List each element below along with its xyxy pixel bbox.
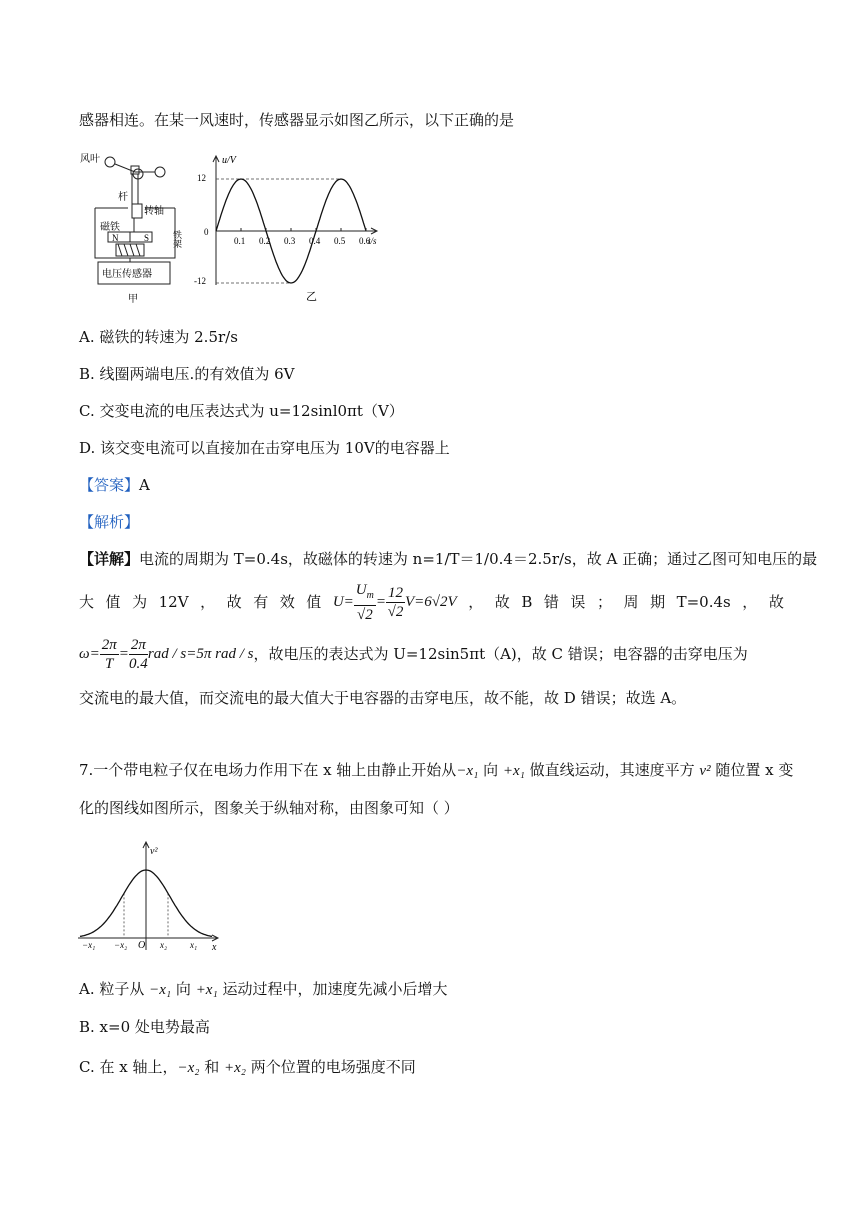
label-citie: 磁铁 [100, 222, 120, 233]
word: B [521, 593, 533, 611]
q6-option-c: C. 交变电流的电压表达式为 u=12sinl0πt（V） [79, 402, 404, 420]
x-axis-label: t/s [368, 236, 377, 246]
word: 12V [158, 593, 189, 611]
label-gan: 杆 [118, 192, 128, 203]
q6-option-d: D. 该交变电流可以直接加在击穿电压为 10V的电容器上 [79, 439, 450, 457]
analysis-line [79, 512, 139, 532]
wind-cup-icon [105, 157, 115, 167]
word: 为 [132, 593, 148, 611]
q6-option-a: A. 磁铁的转速为 2.5r/s [79, 328, 238, 346]
y-axis-label: u/V [222, 155, 236, 166]
answer-line [79, 475, 150, 495]
tick-origin: O [138, 940, 146, 951]
q7-option-c: C. 在 x 轴上，−x₂ 和 +x₂ 两个位置的电场强度不同 [79, 1058, 416, 1076]
q6-option-b: B. 线圈两端电压.的有效值为 6V [79, 365, 295, 383]
detail-line-3 [79, 636, 748, 672]
word: 大 [79, 593, 95, 611]
q7-stem-2: 化的图线如图所示，图象关于纵轴对称，由图象可知（ ） [79, 799, 459, 817]
tick-neg-x2: −x₂ [114, 940, 128, 950]
omega-equation: ω= $\frac{2\pi}{T}$ = $\frac{2\pi}{0.4}$ rad / s=5π rad / s [79, 636, 254, 672]
label-yi: 乙 [306, 291, 317, 303]
figure-jia [80, 150, 190, 310]
word: ， [468, 593, 484, 611]
rms-equation: U= $\frac{U_m}{√2}$ = $\frac{12}{√2}$ V=6√2V [332, 581, 457, 623]
figure-v2-x [76, 838, 226, 954]
q7-option-b: B. x=0 处电势最高 [79, 1018, 210, 1036]
detail-line-4: 交流电的最大值，而交流电的最大值大于电容器的击穿电压，故不能，故 D 错误；故选 A。 [79, 689, 687, 707]
word: T=0.4s [676, 593, 731, 611]
detail-text-3: ，故电压的表达式为 U=12sin5πt（A)，故 C 错误；电容器的击穿电压为 [253, 645, 748, 663]
label-tiejia: 铁架 [172, 230, 182, 248]
word: 有 [253, 593, 269, 611]
label-fengye: 风叶 [80, 154, 100, 165]
detail-line-2 [79, 581, 784, 623]
x-axis-label-2: x [212, 942, 217, 953]
y-tick-top: 12 [197, 173, 206, 183]
word: 值 [105, 593, 121, 611]
word: 误 [570, 593, 586, 611]
word: 效 [279, 593, 295, 611]
word: 故 [494, 593, 510, 611]
word: 错 [543, 593, 559, 611]
intro-text: 感器相连。在某一风速时，传感器显示如图乙所示，以下正确的是 [79, 111, 515, 129]
label-s: S [144, 233, 150, 243]
label-zhuanzhou: 转轴 [144, 206, 164, 217]
word: ， [200, 593, 216, 611]
q7-option-a: A. 粒子从 −x₁ 向 +x₁ 运动过程中，加速度先减小后增大 [79, 980, 448, 998]
word: ； [596, 593, 612, 611]
y-tick-bottom: -12 [194, 276, 206, 286]
x-tick-label: 0.6 [359, 236, 371, 246]
answer-value: A [139, 476, 150, 494]
word: ， [742, 593, 758, 611]
word: 周 [623, 593, 639, 611]
detail-text-1: 电流的周期为 T=0.4s，故磁体的转速为 n=1/T＝1/0.4＝2.5r/s，故 A 正确；通过乙图可知电压的最 [139, 550, 818, 568]
x-tick-label: 0.4 [309, 236, 321, 246]
detail-tag: 【详解】 [79, 550, 140, 568]
v2-axis-label: v² [150, 846, 158, 857]
x-tick-label: 0.3 [284, 236, 296, 246]
label-sensor: 电压传感器 [102, 269, 152, 280]
label-jia: 甲 [128, 294, 138, 305]
x-tick-label: 0.1 [234, 236, 246, 246]
word: 故 [768, 593, 784, 611]
word: 故 [226, 593, 242, 611]
wind-cup-icon [155, 167, 165, 177]
word: 期 [650, 593, 666, 611]
q7-stem-1: 7.一个带电粒子仅在电场力作用下在 x 轴上由静止开始从−x₁ 向 +x₁ 做直线运动，其速度平方 v² 随位置 x 变 [79, 761, 794, 779]
word: 值 [306, 593, 322, 611]
x-tick-label: 0.2 [259, 236, 271, 246]
analysis-tag: 【解析】 [79, 513, 140, 531]
tick-x1: x₁ [190, 940, 198, 950]
figure-yi-chart [192, 150, 392, 305]
answer-tag: 【答案】 [79, 476, 140, 494]
detail-line-1 [79, 549, 817, 569]
origin-label: 0 [204, 227, 209, 237]
tick-x2: x₂ [160, 940, 168, 950]
label-n: N [112, 233, 119, 243]
x-tick-label: 0.5 [334, 236, 346, 246]
tick-neg-x1: −x₁ [82, 940, 96, 950]
